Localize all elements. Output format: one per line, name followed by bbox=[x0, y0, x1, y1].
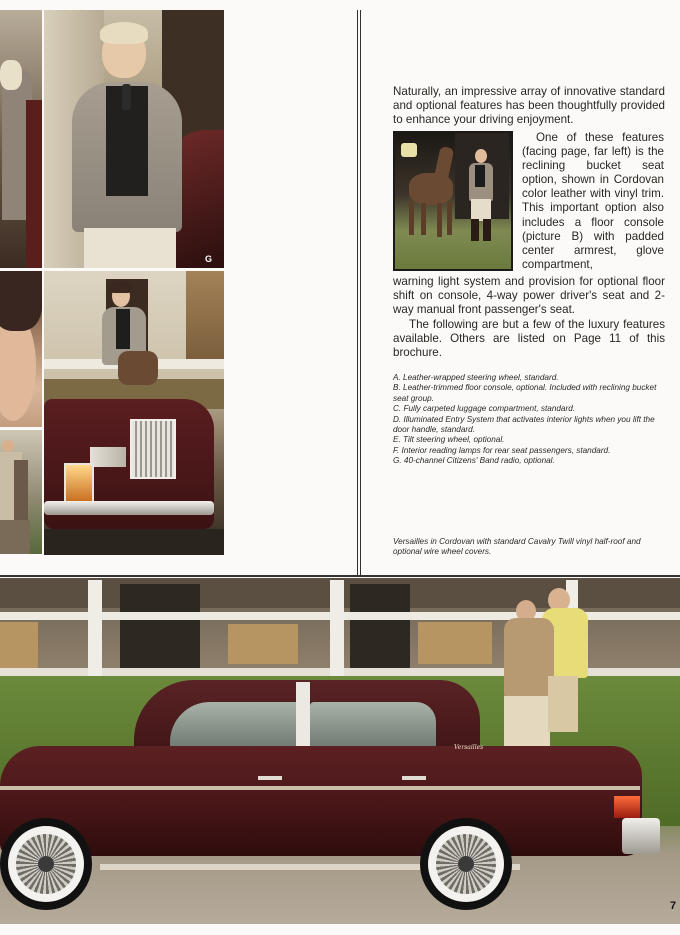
article-body-continued: warning light system and provision for optional floor shift on console, 4-way power driver's seat and 2-way manual front passenger's seat. bbox=[393, 275, 665, 317]
caption-c: C. Fully carpeted luggage compartment, standard. bbox=[393, 404, 576, 414]
caption-e: E. Tilt steering wheel, optional. bbox=[393, 435, 505, 445]
photo-left-strip-top bbox=[0, 10, 42, 268]
photo-woman-with-horse bbox=[393, 131, 513, 271]
car-script-badge: Versailles bbox=[454, 744, 484, 751]
column-divider bbox=[357, 10, 361, 575]
photo-g-woman-with-cb-radio bbox=[44, 10, 224, 268]
article-body-wrapped: One of these features (facing page, far left) is the reclining bucket seat option, shown in Cordovan color leather with vinyl trim. This important option also includes a floor console (picture B) with padded center armrest, glove compartment, bbox=[522, 131, 664, 271]
caption-d: D. Illuminated Entry System that activates interior lights when you lift the door handle, standard. bbox=[393, 414, 655, 435]
article-intro: Naturally, an impressive array of innovative standard and optional features has been thoughtfully provided to enhance your driving enjoyment. bbox=[393, 85, 665, 127]
photo-left-strip-face bbox=[0, 271, 42, 427]
car-photo-caption: Versailles in Cordovan with standard Cavalry Twill vinyl half-roof and optional wire wheel covers. bbox=[393, 537, 641, 557]
feature-caption-list bbox=[393, 373, 669, 467]
caption-g: G. 40-channel Citizens' Band radio, optional. bbox=[393, 456, 555, 466]
section-divider bbox=[0, 575, 680, 577]
photo-woman-at-stable-with-car bbox=[44, 271, 224, 555]
photo-label-g: G bbox=[205, 254, 213, 264]
caption-a: A. Leather-wrapped steering wheel, standard. bbox=[393, 373, 559, 382]
photo-versailles-cordovan bbox=[0, 578, 680, 924]
page-number: 7 bbox=[670, 900, 677, 912]
article-closing: The following are but a few of the luxury features available. Others are listed on Page 11 of this brochure. bbox=[393, 318, 665, 360]
caption-f: F. Interior reading lamps for rear seat passengers, standard. bbox=[393, 445, 611, 455]
photo-left-strip-couple bbox=[0, 430, 42, 554]
caption-b: B. Leather-trimmed floor console, optional. Included with reclining bucket seat group. bbox=[393, 383, 657, 403]
